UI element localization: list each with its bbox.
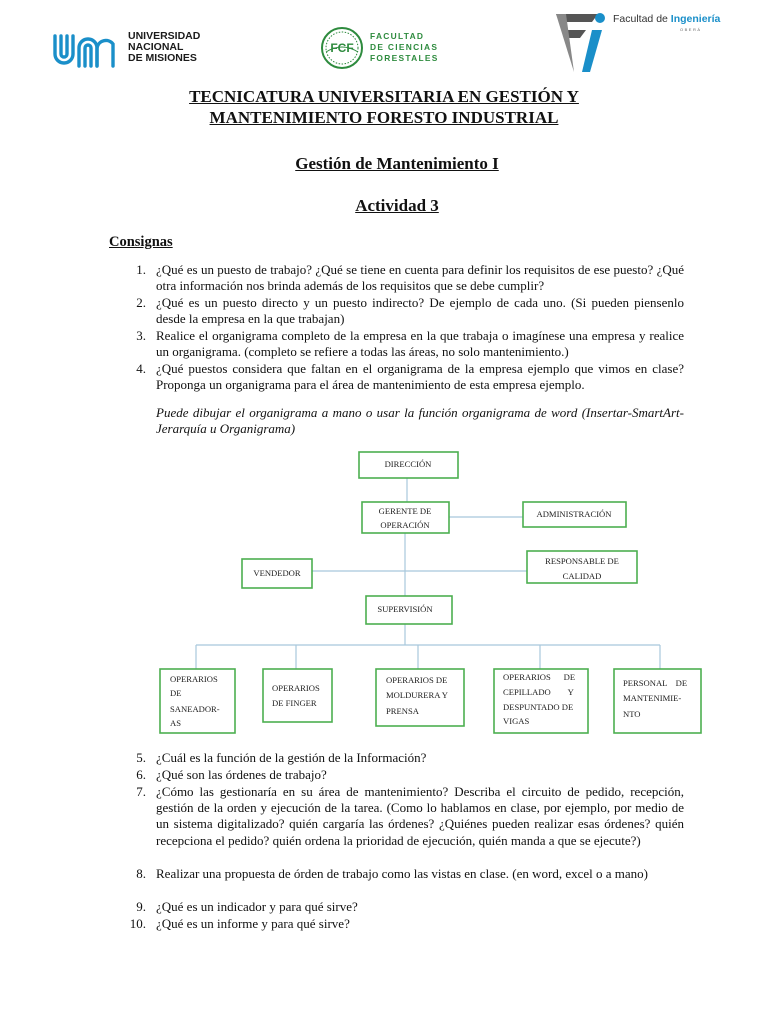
item-text: ¿Cómo las gestionaría en su área de mantenimiento? Describa el circuito de pedido, recepción, gestión de la orden y ejecución de la tarea. (Como lo hablamos en clase, por ejemplo, por medio de un sistema digitalizado? quién cargaría las órdenes? ¿Quiénes pueden realizar esas órdenes? quién recepciona el pedido? quién ordena la prioridad de ejecución, quién manda a que se ejecute?) — [156, 784, 684, 848]
item-number: 6. — [136, 767, 146, 782]
org-label-saneador: OPERARIOS — [170, 674, 218, 684]
item-number: 3. — [136, 328, 146, 343]
org-label-saneador: AS — [170, 718, 181, 728]
item-number: 4. — [136, 361, 146, 376]
doc-title-line2: MANTENIMIENTO FORESTO INDUSTRIAL — [209, 108, 559, 127]
item-number: 9. — [136, 899, 146, 914]
org-label-cepillado: VIGAS — [503, 716, 530, 726]
doc-activity: Actividad 3 — [355, 196, 439, 215]
doc-title-line1: TECNICATURA UNIVERSITARIA EN GESTIÓN Y — [189, 87, 579, 106]
org-label-supervision: SUPERVISIÓN — [377, 604, 433, 614]
item-text: ¿Qué es un puesto de trabajo? ¿Qué se tiene en cuenta para definir los requisitos de ese puesto? ¿Qué otra información nos brinda además de los requisitos que se debe cumplir? — [156, 262, 684, 294]
org-label-gerente: OPERACIÓN — [380, 520, 430, 530]
org-label-saneador: DE — [170, 688, 182, 698]
section-heading: Consignas — [109, 234, 173, 250]
item-text: Realizar una propuesta de órden de trabajo como las vistas en clase. (en word, excel o a mano) — [156, 866, 649, 881]
org-label-direccion: DIRECCIÓN — [384, 459, 432, 469]
org-label-gerente: GERENTE DE — [378, 506, 432, 516]
org-box-operarios-finger — [263, 669, 332, 722]
item-text: ¿Cuál es la función de la gestión de la Información? — [156, 750, 427, 765]
item-number: 5. — [136, 750, 146, 765]
org-label-responsable: CALIDAD — [562, 571, 602, 581]
item-text: ¿Qué es un puesto directo y un puesto indirecto? De ejemplo de cada uno. (Si pueden piensenlo desde la empresa en la que trabajan) — [156, 295, 684, 327]
fi-name: Facultad de Ingeniería — [613, 13, 721, 25]
fi-location: OBERÁ — [680, 27, 702, 32]
unam-name: UNIVERSIDAD NACIONAL DE MISIONES — [128, 30, 201, 64]
org-label-mantenimiento: MANTENIMIE- — [623, 693, 682, 703]
org-label-finger: OPERARIOS — [272, 683, 320, 693]
org-label-saneador: SANEADOR- — [170, 704, 220, 714]
org-label-cepillado: DESPUNTADO DE — [503, 702, 574, 712]
fcf-name: FACULTAD DE CIENCIAS FORESTALES — [370, 31, 439, 63]
org-label-cepillado: OPERARIOS DE — [503, 672, 576, 682]
org-label-moldurera: OPERARIOS DE — [386, 675, 448, 685]
org-label-finger: DE FINGER — [272, 698, 317, 708]
item-number: 10. — [129, 916, 146, 931]
item-text: ¿Qué es un informe y para qué sirve? — [156, 916, 350, 931]
org-label-moldurera: MOLDURERA Y — [386, 690, 448, 700]
org-label-mantenimiento: NTO — [623, 709, 641, 719]
doc-subject: Gestión de Mantenimiento I — [295, 154, 499, 173]
org-label-cepillado: CEPILLADO Y — [503, 687, 574, 697]
item-text: ¿Qué es un indicador y para qué sirve? — [156, 899, 358, 914]
org-label-administracion: ADMINISTRACIÓN — [536, 509, 612, 519]
org-label-mantenimiento: PERSONAL DE — [623, 678, 688, 688]
item-text: ¿Qué puestos considera que faltan en el organigrama de la empresa ejemplo que vimos en clase? Proponga un organigrama para el área de mantenimiento de esta empresa ejemplo. — [156, 361, 684, 393]
org-label-responsable: RESPONSABLE DE — [545, 556, 619, 566]
instruction-note: Puede dibujar el organigrama a mano o usar la función organigrama de word (Insertar-SmartArt-Jerarquía u Organigrama) — [156, 405, 684, 437]
item-number: 7. — [136, 784, 146, 799]
svg-text:FCF: FCF — [330, 41, 354, 55]
item-number: 1. — [136, 262, 146, 277]
item-text: ¿Qué son las órdenes de trabajo? — [156, 767, 327, 782]
item-text: Realice el organigrama completo de la empresa en la que trabaja o imagínese una empresa y realice un organigrama. (completo se refiere a todas las áreas, no solo mantenimiento.) — [156, 328, 684, 360]
org-label-vendedor: VENDEDOR — [253, 568, 301, 578]
item-number: 2. — [136, 295, 146, 310]
item-number: 8. — [136, 866, 146, 881]
org-label-moldurera: PRENSA — [386, 706, 419, 716]
